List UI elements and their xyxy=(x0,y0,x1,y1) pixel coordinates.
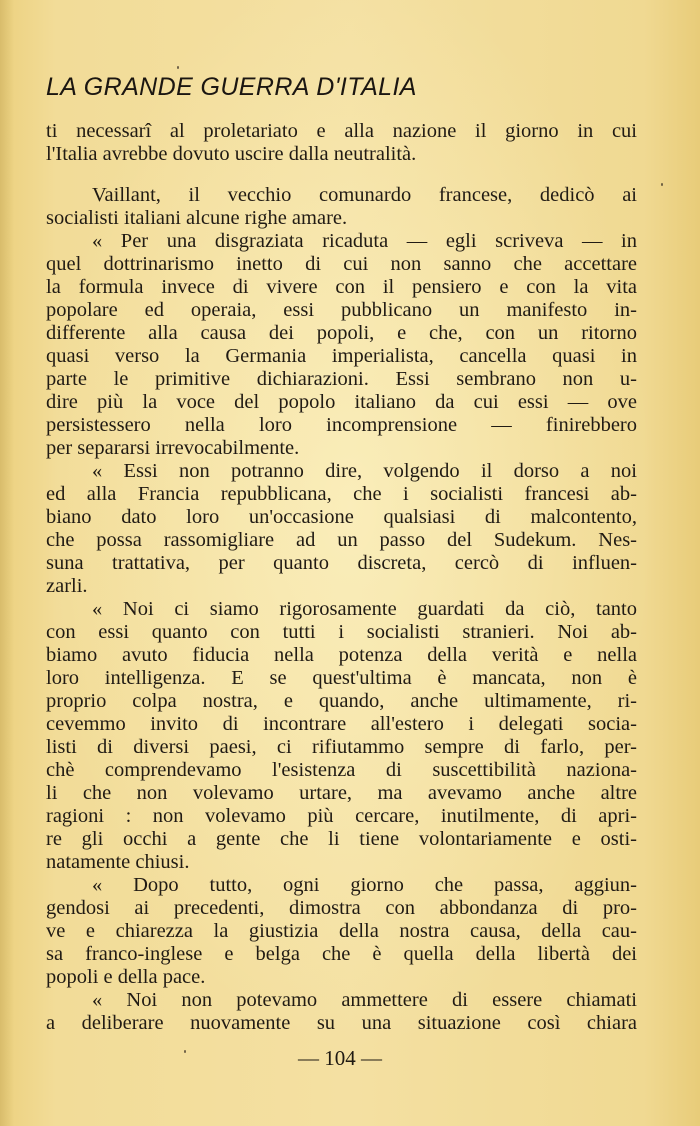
print-speck xyxy=(184,1050,186,1053)
text-line: gendosi ai precedenti, dimostra con abbondanza di pro- xyxy=(46,897,637,919)
text-line: Vaillant, il vecchio comunardo francese, dedicò ai xyxy=(92,184,637,206)
paragraph xyxy=(46,874,637,989)
paragraph xyxy=(46,230,637,460)
paragraph xyxy=(46,184,637,230)
text-line: listi di diversi paesi, ci rifiutammo sempre di farlo, per- xyxy=(46,736,637,758)
print-speck xyxy=(661,183,663,186)
text-line: ed alla Francia repubblicana, che i socialisti francesi ab- xyxy=(46,483,637,505)
text-line: socialisti italiani alcune righe amare. xyxy=(46,207,348,229)
text-line: natamente chiusi. xyxy=(46,851,190,873)
text-line: a deliberare nuovamente su una situazione così chiara xyxy=(46,1012,637,1034)
text-line: loro intelligenza. E se quest'ultima è mancata, non è xyxy=(46,667,637,689)
text-line: chè comprendevamo l'esistenza di suscettibilità naziona- xyxy=(46,759,637,781)
text-line: biano dato loro un'occasione qualsiasi di malcontento, xyxy=(46,506,637,528)
text-line: con essi quanto con tutti i socialisti stranieri. Noi ab- xyxy=(46,621,637,643)
text-line: ve e chiarezza la giustizia della nostra causa, della cau- xyxy=(46,920,637,942)
text-line: dire più la voce del popolo italiano da cui essi — ove xyxy=(46,391,637,413)
text-line: suna trattativa, per quanto discreta, cercò di influen- xyxy=(46,552,637,574)
text-line: differente alla causa dei popoli, e che, con un ritorno xyxy=(46,322,637,344)
text-line: ragioni : non volevamo più cercare, inutilmente, di apri- xyxy=(46,805,637,827)
paragraph-gap xyxy=(46,166,637,184)
running-title: LA GRANDE GUERRA D'ITALIA xyxy=(46,73,417,101)
text-line: l'Italia avrebbe dovuto uscire dalla neutralità. xyxy=(46,143,417,165)
page-number: — 104 — xyxy=(298,1046,382,1070)
text-line: « Noi non potevamo ammettere di essere chiamati xyxy=(92,989,637,1011)
text-line: quasi verso la Germania imperialista, cancella quasi in xyxy=(46,345,637,367)
text-line: biamo avuto fiducia nella potenza della verità e nella xyxy=(46,644,637,666)
text-line: proprio colpa nostra, e quando, anche ultimamente, ri- xyxy=(46,690,637,712)
text-line: sa franco-inglese e belga che è quella della libertà dei xyxy=(46,943,637,965)
text-line: popolare ed operaia, essi pubblicano un manifesto in- xyxy=(46,299,637,321)
text-line: persistessero nella loro incomprensione — finirebbero xyxy=(46,414,637,436)
text-line: cevemmo invito di incontrare all'estero i delegati socia- xyxy=(46,713,637,735)
paragraph xyxy=(46,460,637,598)
text-line: per separarsi irrevocabilmente. xyxy=(46,437,300,459)
text-line: « Noi ci siamo rigorosamente guardati da ciò, tanto xyxy=(92,598,637,620)
text-line: li che non volevamo urtare, ma avevamo anche altre xyxy=(46,782,637,804)
text-line: « Per una disgraziata ricaduta — egli scriveva — in xyxy=(92,230,637,252)
body-text xyxy=(46,120,637,1035)
text-line: la formula invece di vivere con il pensiero e con la vita xyxy=(46,276,637,298)
text-line: quel dottrinarismo inetto di cui non sanno che accettare xyxy=(46,253,637,275)
text-line: ti necessarî al proletariato e alla nazione il giorno in cui xyxy=(46,120,637,142)
paragraph xyxy=(46,598,637,874)
text-line: che possa rassomigliare ad un passo del Sudekum. Nes- xyxy=(46,529,637,551)
text-line: « Dopo tutto, ogni giorno che passa, aggiun- xyxy=(92,874,637,896)
text-line: zarli. xyxy=(46,575,88,597)
print-speck xyxy=(177,66,179,69)
text-line: re gli occhi a gente che li tiene volontariamente e osti- xyxy=(46,828,637,850)
text-line: parte le primitive dichiarazioni. Essi sembrano non u- xyxy=(46,368,637,390)
paragraph xyxy=(46,120,637,166)
text-line: « Essi non potranno dire, volgendo il dorso a noi xyxy=(92,460,637,482)
page-edge-shadow xyxy=(0,0,14,1126)
text-line: popoli e della pace. xyxy=(46,966,206,988)
paragraph xyxy=(46,989,637,1035)
